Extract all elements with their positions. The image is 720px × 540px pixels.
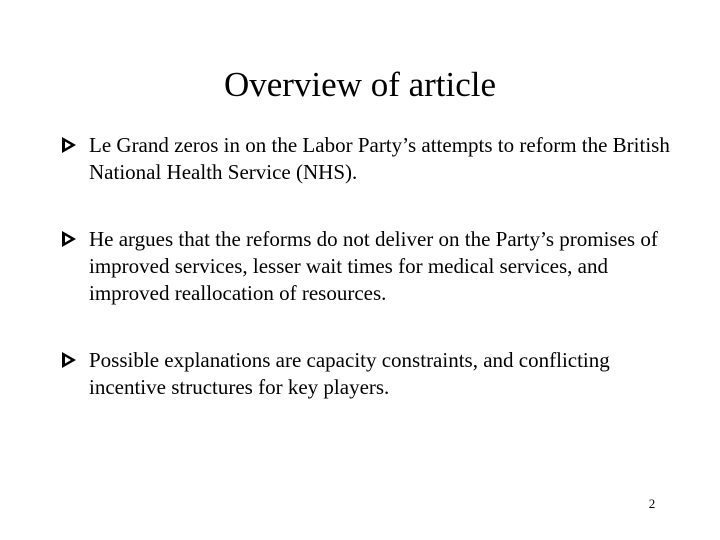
arrowhead-bullet-icon bbox=[60, 227, 78, 254]
bullet-text-3: Possible explanations are capacity constraints, and conflicting incentive structures for key players. bbox=[89, 348, 610, 399]
bullet-item-2 bbox=[60, 226, 680, 307]
page-number: 2 bbox=[648, 496, 656, 511]
slide-title: Overview of article bbox=[223, 65, 497, 104]
bullet-text-1: Le Grand zeros in on the Labor Party’s attempts to reform the British National Health Service (NHS). bbox=[89, 133, 670, 184]
bullet-text-2: He argues that the reforms do not deliver on the Party’s promises of improved services, lesser wait times for medical services, and improved reallocation of resources. bbox=[89, 227, 658, 305]
arrowhead-bullet-icon bbox=[60, 348, 78, 375]
bullet-item-1 bbox=[60, 132, 680, 186]
bullet-item-3 bbox=[60, 347, 680, 401]
bullet-list bbox=[60, 132, 680, 401]
arrowhead-bullet-icon bbox=[60, 133, 78, 160]
